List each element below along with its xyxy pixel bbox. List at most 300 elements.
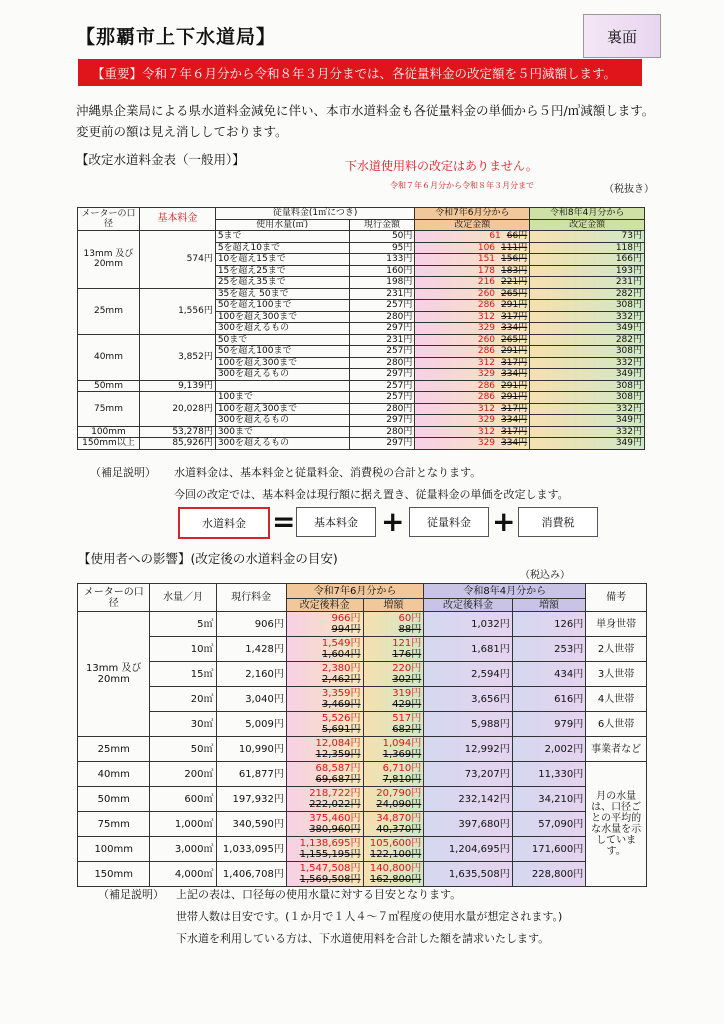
usage-volume: 15を超え25まで — [215, 265, 349, 277]
r7-increase-cell — [363, 862, 424, 887]
r8-amount: 332円 — [530, 426, 645, 438]
basic-fee: 9,139円 — [139, 380, 215, 392]
supp1-label: （補足説明） — [90, 466, 156, 479]
r7-new-amount: 286 — [477, 380, 496, 391]
current-fee: 906円 — [216, 612, 286, 637]
r7-after-cell — [286, 862, 363, 887]
r8-after: 1,635,508円 — [424, 862, 512, 887]
table-row — [78, 612, 647, 637]
r7-after-cell — [286, 787, 363, 812]
monthly-volume: 30㎥ — [150, 712, 216, 737]
table-row — [78, 712, 647, 737]
r8-after: 3,656円 — [424, 687, 512, 712]
impact-table — [77, 583, 647, 887]
remarks: 4人世帯 — [586, 687, 647, 712]
r7-increase-new: 105,600円 — [369, 838, 422, 849]
current-amount: 297円 — [349, 369, 415, 381]
r7-old-amount: 291円 — [501, 380, 528, 391]
usage-volume — [215, 380, 349, 392]
table-row — [78, 862, 647, 887]
plus-icon: + — [492, 505, 516, 538]
r7-after-cell — [286, 637, 363, 662]
r7-after-cell — [286, 612, 363, 637]
r7-amount-cell — [415, 277, 530, 289]
current-amount: 297円 — [349, 323, 415, 335]
r8-after: 1,204,695円 — [424, 837, 512, 862]
meter-size: 50mm — [78, 380, 140, 392]
r8-amount: 282円 — [530, 334, 645, 346]
r8-increase: 228,800円 — [512, 862, 586, 887]
table-row — [78, 380, 645, 392]
r7-after-old: 1,155,195円 — [299, 849, 361, 860]
r7-after-cell — [286, 712, 363, 737]
eq-water-fee: 水道料金 — [178, 507, 270, 539]
r7-new-amount: 106 — [477, 242, 496, 253]
usage-volume: 100まで — [215, 392, 349, 404]
current-amount: 95円 — [349, 242, 415, 254]
header-r8: 令和8年4月分から — [530, 208, 645, 220]
table-row — [78, 787, 647, 812]
r7-after-cell — [286, 737, 363, 762]
r7-new-amount: 61 — [489, 231, 501, 241]
remarks: 単身世帯 — [586, 612, 647, 637]
r8-after: 1,032円 — [424, 612, 512, 637]
header-current: 現行料金 — [216, 584, 286, 612]
current-amount: 50円 — [349, 231, 415, 243]
r7-increase-old: 1,369円 — [382, 749, 422, 760]
r7-amount-cell — [415, 265, 530, 277]
monthly-volume: 1,000㎥ — [150, 812, 216, 837]
table-row — [78, 231, 645, 243]
r7-amount-cell — [415, 357, 530, 369]
r7-after-new: 1,549円 — [321, 638, 361, 649]
usage-volume: 50を超え100まで — [215, 346, 349, 358]
current-fee: 340,590円 — [216, 812, 286, 837]
meter-size: 150mm以上 — [78, 438, 140, 450]
intro-line-2: 変更前の額は見え消ししております。 — [76, 124, 288, 139]
r7-old-amount: 291円 — [501, 300, 528, 310]
usage-volume: 25を超え35まで — [215, 277, 349, 289]
monthly-volume: 5㎥ — [150, 612, 216, 637]
r7-increase-cell — [363, 812, 424, 837]
current-amount: 280円 — [349, 357, 415, 369]
table-row — [78, 687, 647, 712]
header-remarks: 備考 — [586, 584, 647, 612]
r8-amount: 282円 — [530, 288, 645, 300]
r7-old-amount: 317円 — [501, 426, 528, 437]
eq-basic-fee: 基本料金 — [296, 507, 376, 537]
remarks: 6人世帯 — [586, 712, 647, 737]
r7-old-amount: 111円 — [501, 242, 528, 253]
r7-old-amount: 334円 — [501, 415, 528, 425]
r7-increase-new: 6,710円 — [382, 763, 422, 774]
sewer-note: 下水道使用料の改定はありません。 — [345, 159, 538, 173]
r8-amount: 308円 — [530, 380, 645, 392]
basic-fee: 3,852円 — [139, 334, 215, 380]
basic-fee: 1,556円 — [139, 288, 215, 334]
current-amount: 280円 — [349, 426, 415, 438]
monthly-volume: 4,000㎥ — [150, 862, 216, 887]
r7-amount-cell — [415, 334, 530, 346]
usage-volume: 300まで — [215, 426, 349, 438]
r7-after-cell — [286, 662, 363, 687]
intro — [76, 100, 654, 142]
r7-increase-old: 122,100円 — [369, 849, 422, 860]
header-r8-after: 改定後料金 — [424, 599, 512, 612]
r7-amount-cell — [415, 415, 530, 427]
usage-volume: 300を超えるもの — [215, 323, 349, 335]
r7-after-old: 12,359円 — [315, 749, 361, 760]
r8-amount: 193円 — [530, 265, 645, 277]
r7-after-new: 3,359円 — [321, 688, 361, 699]
r7-old-amount: 317円 — [501, 403, 528, 414]
r8-after: 2,594円 — [424, 662, 512, 687]
monthly-volume: 200㎥ — [150, 762, 216, 787]
plus-icon: + — [381, 505, 405, 538]
r7-new-amount: 312 — [477, 426, 496, 437]
current-fee: 197,932円 — [216, 787, 286, 812]
r8-increase: 434円 — [512, 662, 586, 687]
table-row — [78, 438, 645, 450]
r7-old-amount: 317円 — [501, 357, 528, 368]
supp2-label: （補足説明） — [98, 888, 164, 901]
supp2-line2: 世帯人数は目安です。(１か月で１人４～７㎥程度の使用水量が想定されます。) — [176, 910, 563, 923]
side-tab: 裏面 — [583, 14, 661, 58]
monthly-volume: 3,000㎥ — [150, 837, 216, 862]
usage-volume: 300を超えるもの — [215, 369, 349, 381]
current-amount: 280円 — [349, 403, 415, 415]
header-volume: 水量／月 — [150, 584, 216, 612]
r8-amount: 332円 — [530, 403, 645, 415]
r7-increase-cell — [363, 762, 424, 787]
r8-after: 232,142円 — [424, 787, 512, 812]
remarks-multi: 月の水量は、口径ごとの平均的な水量を示しています。 — [586, 762, 647, 887]
r7-after-old: 69,687円 — [315, 774, 361, 785]
r8-amount: 118円 — [530, 242, 645, 254]
table-row — [78, 812, 647, 837]
r8-increase: 2,002円 — [512, 737, 586, 762]
r7-after-old: 1,604円 — [321, 649, 361, 660]
basic-fee: 20,028円 — [139, 392, 215, 427]
r8-amount: 332円 — [530, 357, 645, 369]
current-amount: 133円 — [349, 254, 415, 266]
r7-old-amount: 265円 — [501, 288, 528, 299]
r7-new-amount: 286 — [477, 346, 496, 356]
r8-amount: 308円 — [530, 300, 645, 312]
r7-old-amount: 221円 — [501, 277, 528, 287]
r8-amount: 349円 — [530, 415, 645, 427]
meter-size: 75mm — [78, 392, 140, 427]
eq-tax: 消費税 — [518, 507, 598, 537]
r7-after-old: 2,462円 — [321, 674, 361, 685]
r7-new-amount: 312 — [477, 357, 496, 368]
r7-old-amount: 265円 — [501, 334, 528, 345]
intro-line-1: 沖縄県企業局による県水道料金減免に伴い、本市水道料金も各従量料金の単価から５円/㎥減額します。 — [76, 103, 655, 118]
header-r7-after: 改定後料金 — [286, 599, 363, 612]
current-amount: 231円 — [349, 288, 415, 300]
r7-after-new: 5,526円 — [321, 713, 361, 724]
monthly-volume: 50㎥ — [150, 737, 216, 762]
r7-new-amount: 286 — [477, 392, 496, 402]
meter-size: 40mm — [78, 762, 150, 787]
r8-amount: 308円 — [530, 346, 645, 358]
table-row — [78, 426, 645, 438]
current-amount: 280円 — [349, 311, 415, 323]
usage-volume: 300を超えるもの — [215, 438, 349, 450]
r8-increase: 979円 — [512, 712, 586, 737]
usage-volume: 5まで — [215, 231, 349, 243]
r7-amount-cell — [415, 380, 530, 392]
meter-size: 100mm — [78, 837, 150, 862]
meter-size: 13mm 及び 20mm — [78, 612, 150, 737]
usage-volume: 100を超え300まで — [215, 357, 349, 369]
supp2-line3: 下水道を利用している方は、下水道使用料を合計した額を請求いたします。 — [176, 932, 550, 945]
current-fee: 5,009円 — [216, 712, 286, 737]
r7-old-amount: 291円 — [501, 392, 528, 402]
r7-amount-cell — [415, 426, 530, 438]
supp2-line1: 上記の表は、口径毎の使用水量に対する目安となります。 — [176, 888, 462, 901]
r8-increase: 11,330円 — [512, 762, 586, 787]
current-amount: 297円 — [349, 438, 415, 450]
current-amount: 257円 — [349, 392, 415, 404]
r7-increase-new: 60円 — [398, 613, 422, 624]
r7-amount-cell — [415, 346, 530, 358]
r7-old-amount: 334円 — [501, 323, 528, 333]
table1-title: 【改定水道料金表（一般用）】 — [76, 152, 245, 167]
r7-new-amount: 178 — [477, 265, 496, 276]
usage-volume: 50を超え100まで — [215, 300, 349, 312]
r7-amount-cell — [415, 254, 530, 266]
monthly-volume: 600㎥ — [150, 787, 216, 812]
r7-after-old: 5,691円 — [321, 724, 361, 735]
usage-volume: 300を超えるもの — [215, 415, 349, 427]
r8-after: 397,680円 — [424, 812, 512, 837]
r7-amount-cell — [415, 369, 530, 381]
r7-increase-cell — [363, 612, 424, 637]
current-amount: 198円 — [349, 277, 415, 289]
r7-increase-new: 517円 — [392, 713, 422, 724]
r7-increase-cell — [363, 712, 424, 737]
table-row — [78, 392, 645, 404]
meter-size: 100mm — [78, 426, 140, 438]
r7-increase-new: 121円 — [392, 638, 422, 649]
table-row — [78, 334, 645, 346]
header-meter: メーターの口径 — [78, 208, 140, 231]
r7-after-cell — [286, 687, 363, 712]
header-r7-sub: 改定金額 — [415, 219, 530, 231]
r8-amount: 349円 — [530, 438, 645, 450]
r7-after-old: 1,569,508円 — [299, 874, 361, 885]
r7-after-new: 1,138,695円 — [299, 838, 361, 849]
header-usage-volume: 使用水量(㎥) — [215, 219, 349, 231]
r7-increase-old: 682円 — [392, 724, 422, 735]
table2-title: 【使用者への影響】(改定後の水道料金の目安) — [78, 551, 338, 566]
r7-increase-cell — [363, 787, 424, 812]
monthly-volume: 20㎥ — [150, 687, 216, 712]
tax-note-2: （税込み） — [520, 570, 570, 581]
current-fee: 61,877円 — [216, 762, 286, 787]
usage-volume: 100を超え300まで — [215, 311, 349, 323]
r8-amount: 73円 — [530, 231, 645, 243]
equals-icon: = — [272, 505, 296, 538]
current-fee: 2,160円 — [216, 662, 286, 687]
r7-after-new: 12,084円 — [315, 738, 361, 749]
period-note: 令和７年６月分から令和８年３月分まで — [390, 181, 534, 190]
r7-after-old: 994円 — [331, 624, 361, 635]
table-row — [78, 837, 647, 862]
basic-fee: 53,278円 — [139, 426, 215, 438]
r7-new-amount: 312 — [477, 403, 496, 414]
r8-amount: 349円 — [530, 369, 645, 381]
r7-amount-cell — [415, 311, 530, 323]
r7-new-amount: 260 — [477, 288, 496, 299]
r7-increase-old: 162,800円 — [369, 874, 422, 885]
remarks: 2人世帯 — [586, 637, 647, 662]
r7-after-cell — [286, 812, 363, 837]
eq-usage-fee: 従量料金 — [409, 507, 489, 537]
r8-increase: 126円 — [512, 612, 586, 637]
current-amount: 257円 — [349, 380, 415, 392]
r8-after: 1,681円 — [424, 637, 512, 662]
r7-increase-old: 40,370円 — [376, 824, 422, 835]
r7-increase-cell — [363, 662, 424, 687]
monthly-volume: 15㎥ — [150, 662, 216, 687]
current-amount: 257円 — [349, 300, 415, 312]
r7-old-amount: 291円 — [501, 346, 528, 356]
r7-increase-old: 429円 — [392, 699, 422, 710]
meter-size: 50mm — [78, 787, 150, 812]
r7-amount-cell — [415, 438, 530, 450]
r8-amount: 349円 — [530, 323, 645, 335]
r7-new-amount: 329 — [477, 415, 496, 425]
r7-amount-cell — [415, 323, 530, 335]
table-row — [78, 762, 647, 787]
r7-after-new: 218,722円 — [309, 788, 361, 799]
meter-size: 40mm — [78, 334, 140, 380]
r8-increase: 171,600円 — [512, 837, 586, 862]
current-amount: 231円 — [349, 334, 415, 346]
r7-after-old: 3,469円 — [321, 699, 361, 710]
basic-fee: 574円 — [139, 231, 215, 289]
current-amount: 160円 — [349, 265, 415, 277]
r7-after-cell — [286, 762, 363, 787]
r7-increase-cell — [363, 687, 424, 712]
meter-size: 25mm — [78, 737, 150, 762]
r7-after-new: 68,587円 — [315, 763, 361, 774]
current-fee: 3,040円 — [216, 687, 286, 712]
current-fee: 1,428円 — [216, 637, 286, 662]
usage-volume: 100を超え300まで — [215, 403, 349, 415]
current-fee: 10,990円 — [216, 737, 286, 762]
table-row — [78, 662, 647, 687]
table-row — [78, 637, 647, 662]
r8-increase: 253円 — [512, 637, 586, 662]
usage-volume: 35を超え 50まで — [215, 288, 349, 300]
r7-new-amount: 286 — [477, 300, 496, 310]
r7-new-amount: 260 — [477, 334, 496, 345]
header-r7: 令和7年6月分から — [286, 584, 423, 599]
r7-after-new: 1,547,508円 — [299, 863, 361, 874]
meter-size: 25mm — [78, 288, 140, 334]
r7-amount-cell — [415, 242, 530, 254]
header-usage: 従量料金(1㎥につき) — [215, 208, 415, 220]
r7-increase-new: 220円 — [392, 663, 422, 674]
r7-increase-old: 7,810円 — [382, 774, 422, 785]
r8-amount: 332円 — [530, 311, 645, 323]
table-row — [78, 737, 647, 762]
header-r7-increase: 増額 — [363, 599, 424, 612]
monthly-volume: 10㎥ — [150, 637, 216, 662]
r7-new-amount: 151 — [477, 254, 496, 264]
header-r8: 令和8年4月分から — [424, 584, 586, 599]
page-title: 【那覇市上下水道局】 — [76, 26, 277, 48]
meter-size: 150mm — [78, 862, 150, 887]
r7-increase-cell — [363, 837, 424, 862]
r7-new-amount: 329 — [477, 323, 496, 333]
r7-new-amount: 216 — [477, 277, 496, 287]
r8-amount: 166円 — [530, 254, 645, 266]
r7-amount-cell — [415, 231, 530, 243]
meter-size: 13mm 及び 20mm — [78, 231, 140, 289]
r7-new-amount: 329 — [477, 369, 496, 379]
supp1-line2: 今回の改定では、基本料金は現行額に据え置き、従量料金の単価を改定します。 — [174, 488, 569, 501]
r7-after-new: 966円 — [331, 613, 361, 624]
important-banner: 【重要】令和７年６月分から令和８年３月分までは、各従量料金の改定額を５円減額します。 — [78, 59, 642, 86]
table-row — [78, 288, 645, 300]
usage-volume: 50まで — [215, 334, 349, 346]
r7-old-amount: 66円 — [506, 231, 528, 241]
r7-old-amount: 156円 — [501, 254, 528, 264]
r7-increase-new: 140,800円 — [369, 863, 422, 874]
r8-increase: 57,090円 — [512, 812, 586, 837]
rate-table — [77, 207, 645, 450]
r8-after: 73,207円 — [424, 762, 512, 787]
basic-fee: 85,926円 — [139, 438, 215, 450]
r7-amount-cell — [415, 392, 530, 404]
r8-after: 5,988円 — [424, 712, 512, 737]
r8-after: 12,992円 — [424, 737, 512, 762]
r8-amount: 308円 — [530, 392, 645, 404]
header-basic: 基本料金 — [139, 208, 215, 231]
r7-increase-cell — [363, 637, 424, 662]
r7-old-amount: 334円 — [501, 369, 528, 379]
header-r8-sub: 改定金額 — [530, 219, 645, 231]
remarks: 事業者など — [586, 737, 647, 762]
r8-increase: 34,210円 — [512, 787, 586, 812]
tax-note-1: （税抜き） — [604, 184, 654, 195]
current-amount: 257円 — [349, 346, 415, 358]
r7-increase-new: 34,870円 — [376, 813, 422, 824]
r7-increase-new: 1,094円 — [382, 738, 422, 749]
r7-amount-cell — [415, 288, 530, 300]
r7-old-amount: 334円 — [501, 438, 528, 448]
r7-increase-new: 319円 — [392, 688, 422, 699]
usage-volume: 5を超え10まで — [215, 242, 349, 254]
header-current: 現行金額 — [349, 219, 415, 231]
current-fee: 1,033,095円 — [216, 837, 286, 862]
meter-size: 75mm — [78, 812, 150, 837]
usage-volume: 10を超え15まで — [215, 254, 349, 266]
r7-after-new: 375,460円 — [309, 813, 361, 824]
r7-new-amount: 312 — [477, 311, 496, 322]
current-fee: 1,406,708円 — [216, 862, 286, 887]
header-meter: メーターの口径 — [78, 584, 150, 612]
r7-increase-cell — [363, 737, 424, 762]
r7-increase-old: 302円 — [392, 674, 422, 685]
r7-increase-old: 24,090円 — [376, 799, 422, 810]
current-amount: 297円 — [349, 415, 415, 427]
r7-increase-new: 20,790円 — [376, 788, 422, 799]
